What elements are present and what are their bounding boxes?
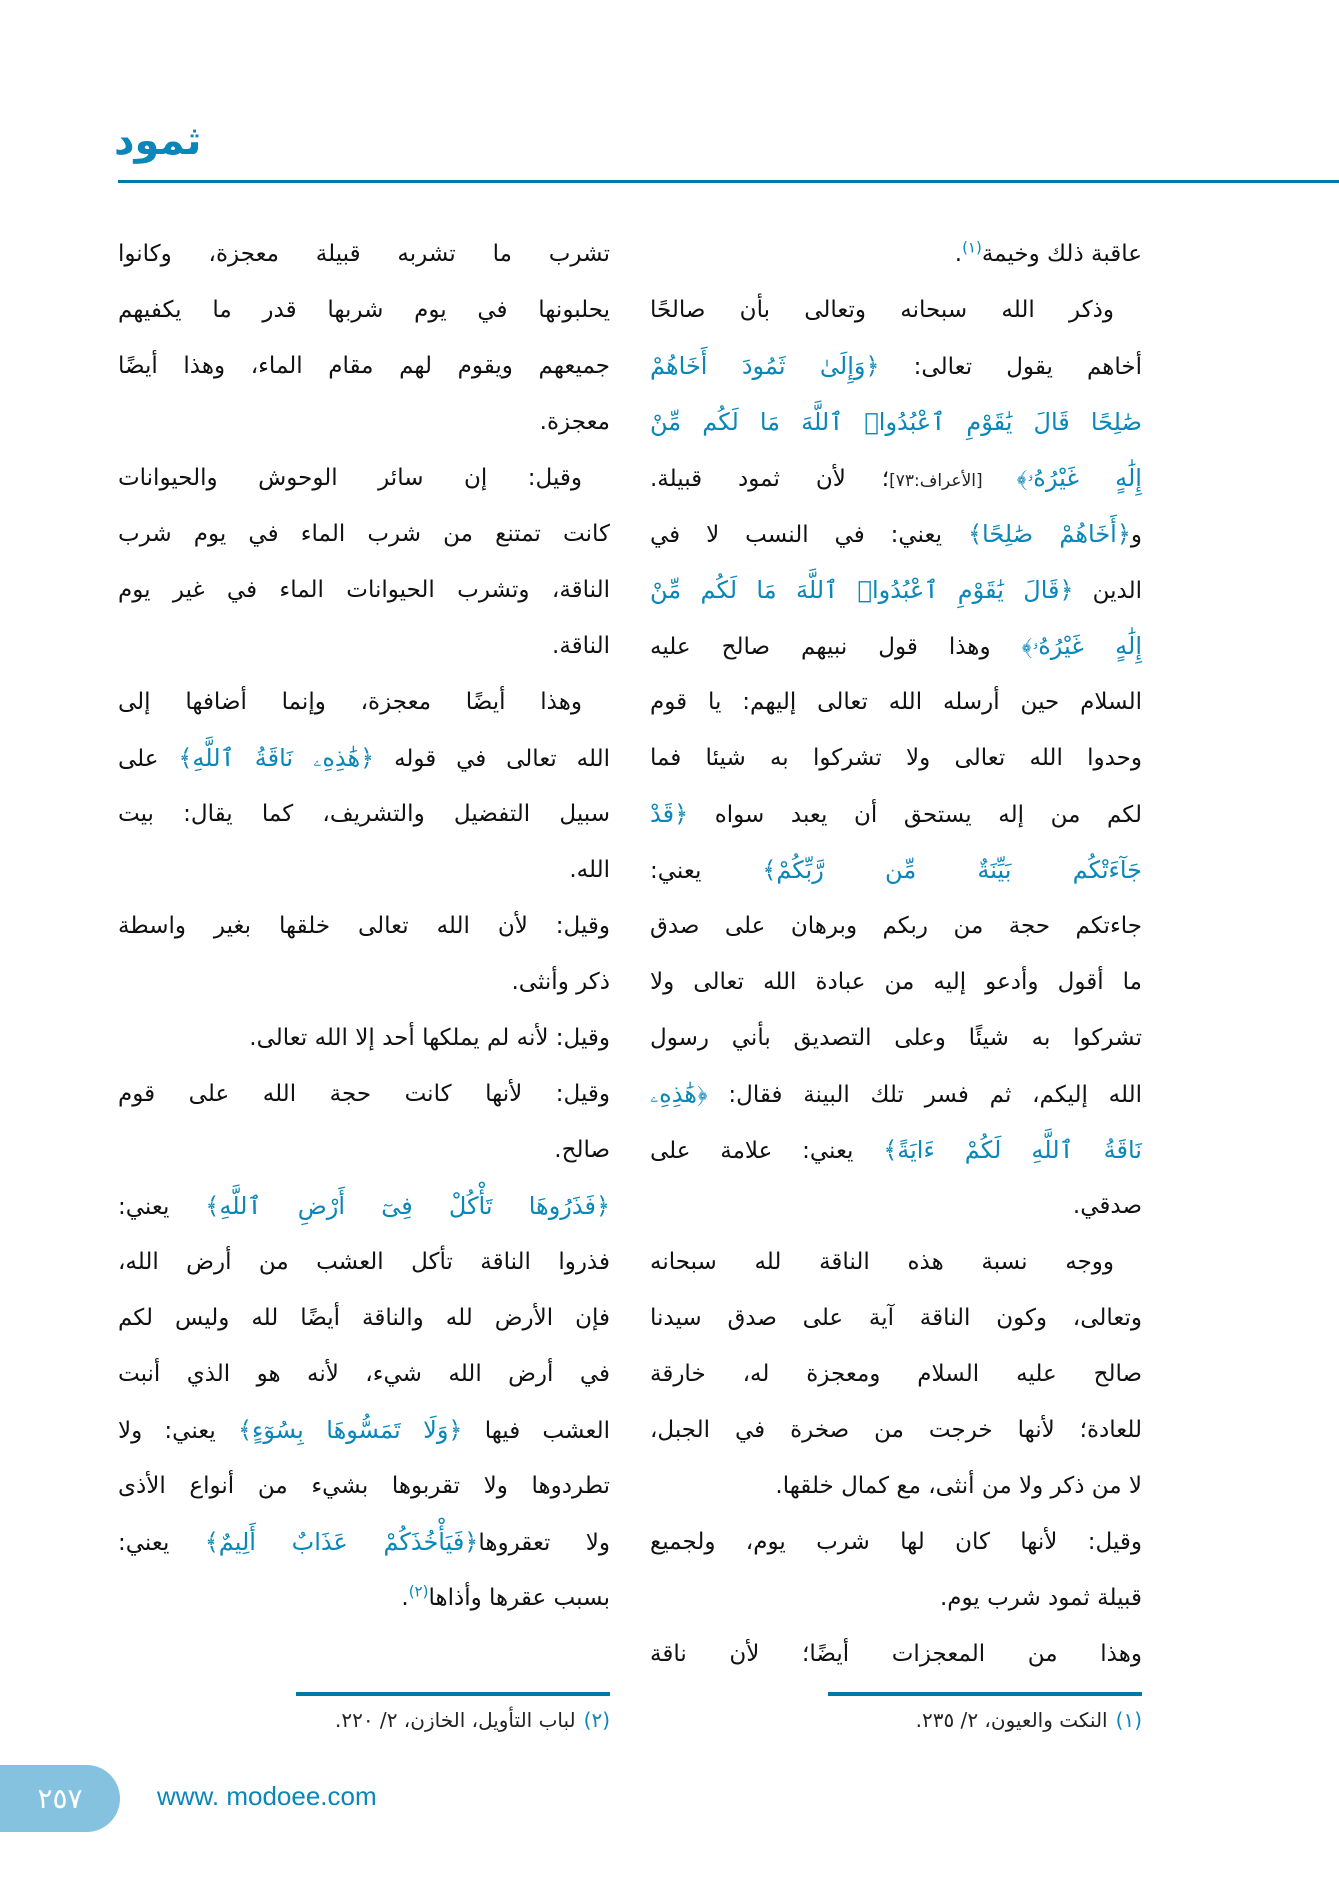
text-line <box>650 1290 1142 1346</box>
text-line <box>650 394 1142 450</box>
website-link[interactable]: www. modoee.com <box>157 1781 377 1811</box>
body-text: الناقة، وتشرب الحيوانات الماء في غير يوم <box>118 577 610 603</box>
text-line <box>650 786 1142 842</box>
body-text: صالح عليه السلام ومعجزة له، خارقة <box>650 1361 1142 1387</box>
body-text: . <box>401 1585 409 1611</box>
body-text: جميعهم ويقوم لهم مقام الماء، وهذا أيضًا <box>118 353 610 379</box>
text-line <box>118 1178 610 1234</box>
text-line <box>118 1458 610 1514</box>
quran-verse: ﴿وَإِلَىٰ ثَمُودَ أَخَاهُمْ <box>650 352 880 380</box>
body-text: لا من ذكر ولا من أنثى، مع كمال خلقها. <box>775 1473 1142 1499</box>
text-line <box>118 674 610 730</box>
footnote-rule-1 <box>828 1692 1142 1696</box>
body-text: وتعالى، وكون الناقة آية على صدق سيدنا <box>650 1305 1142 1331</box>
body-text: ؛ لأن ثمود قبيلة. <box>650 466 890 492</box>
text-line <box>650 1458 1142 1514</box>
body-text: و <box>1130 522 1142 548</box>
body-text: وقيل: لأنه لم يملكها أحد إلا الله تعالى. <box>249 1025 610 1051</box>
body-text: وذكر الله سبحانه وتعالى بأن صالحًا <box>650 297 1114 323</box>
body-text: الدين <box>1073 578 1142 604</box>
text-line <box>118 1514 610 1570</box>
text-line <box>118 1234 610 1290</box>
text-line <box>650 282 1142 338</box>
text-line <box>650 1346 1142 1402</box>
footnote-text: النكت والعيون، ٢/ ٢٣٥. <box>915 1708 1108 1732</box>
right-column <box>650 226 1142 1682</box>
text-line <box>118 842 610 898</box>
text-line <box>118 898 610 954</box>
text-line <box>118 394 610 450</box>
text-line <box>650 1234 1142 1290</box>
text-line <box>118 1010 610 1066</box>
text-line <box>118 450 610 506</box>
text-line <box>650 1402 1142 1458</box>
body-text: الله تعالى في قوله <box>374 746 610 772</box>
body-text: للعادة؛ لأنها خرجت من صخرة في الجبل، <box>650 1417 1142 1443</box>
body-text: تشرب ما تشربه قبيلة معجزة، وكانوا <box>118 241 610 267</box>
text-line <box>118 730 610 786</box>
body-text: الناقة. <box>552 633 610 659</box>
verse-reference: [الأعراف:٧٣] <box>889 471 1017 491</box>
text-line <box>650 562 1142 618</box>
quran-verse: ﴿هَٰذِهِۦ <box>650 1080 708 1108</box>
body-text: الله. <box>569 857 610 883</box>
body-text: سبيل التفضيل والتشريف، كما يقال: بيت <box>118 801 610 827</box>
quran-verse: ﴿فَيَأْخُذَكُمْ عَذَابٌ أَلِيمٌ﴾ <box>204 1528 479 1556</box>
text-line <box>650 226 1142 282</box>
header-rule <box>118 180 1339 183</box>
body-text: فإن الأرض لله والناقة أيضًا لله وليس لكم <box>118 1305 610 1331</box>
text-line <box>118 1346 610 1402</box>
text-line <box>650 954 1142 1010</box>
body-text: وهذا من المعجزات أيضًا؛ لأن ناقة <box>650 1641 1142 1667</box>
quran-verse: إِلَٰهٍ غَيْرُهُۥ﴾ <box>1016 464 1142 492</box>
body-text: . <box>954 241 963 267</box>
text-line <box>118 1402 610 1458</box>
body-text: الله إليكم، ثم فسر تلك البينة فقال: <box>707 1082 1142 1108</box>
text-line <box>118 954 610 1010</box>
body-text: ووجه نسبة هذه الناقة لله سبحانه <box>650 1249 1114 1275</box>
text-line <box>118 282 610 338</box>
quran-verse: ﴿قَالَ يَٰقَوْمِ ٱعْبُدُوا۟ ٱللَّهَ مَا لَكُم مِّنْ <box>650 576 1074 604</box>
body-text: يعني: <box>118 1194 206 1220</box>
body-text: على <box>118 746 179 772</box>
text-line <box>650 1178 1142 1234</box>
text-line <box>650 506 1142 562</box>
body-text: يعني: ولا <box>118 1418 238 1444</box>
body-text: صالح. <box>554 1137 610 1163</box>
footnote-text: لباب التأويل، الخازن، ٢/ ٢٢٠. <box>334 1708 576 1732</box>
body-text: بسبب عقرها وأذاها <box>428 1585 610 1611</box>
body-text: العشب فيها <box>462 1418 611 1444</box>
text-line <box>650 1066 1142 1122</box>
quran-verse: ﴿وَلَا تَمَسُّوهَا بِسُوٓءٍ﴾ <box>237 1416 463 1444</box>
body-text: في أرض الله شيء، لأنه هو الذي أنبت <box>118 1361 610 1387</box>
body-text: وقيل: إن سائر الوحوش والحيوانات <box>118 465 582 491</box>
text-line <box>118 1122 610 1178</box>
body-text: يحلبونها في يوم شربها قدر ما يكفيهم <box>118 297 610 323</box>
text-line <box>650 730 1142 786</box>
footnote-1 <box>916 1708 1142 1732</box>
text-line <box>650 1122 1142 1178</box>
body-text: السلام حين أرسله الله تعالى إليهم: يا قوم <box>650 689 1142 715</box>
footnote-rule-2 <box>296 1692 610 1696</box>
footnote-marker: (٢) <box>408 1582 429 1601</box>
text-line <box>118 1570 610 1626</box>
body-text: جاءتكم حجة من ربكم وبرهان على صدق <box>650 913 1142 939</box>
chapter-title: ثمود <box>114 118 202 164</box>
body-text: كانت تمتنع من شرب الماء في يوم شرب <box>118 521 610 547</box>
body-text: صدقي. <box>1072 1193 1142 1219</box>
quran-verse: إِلَٰهٍ غَيْرُهُۥ﴾ <box>1021 632 1142 660</box>
body-text: يعني: <box>650 858 763 884</box>
body-text: يعني: في النسب لا في <box>650 522 968 548</box>
text-line <box>650 618 1142 674</box>
body-text: ولا تعقروها <box>478 1530 610 1556</box>
text-line <box>118 506 610 562</box>
body-text: ما أقول وأدعو إليه من عبادة الله تعالى ولا <box>650 969 1142 995</box>
body-text: قبيلة ثمود شرب يوم. <box>939 1585 1142 1611</box>
body-text: يعني: علامة على <box>650 1138 884 1164</box>
text-line <box>118 1290 610 1346</box>
body-text: تطردوها ولا تقربوها بشيء من أنواع الأذى <box>118 1473 610 1499</box>
body-text: وهذا أيضًا معجزة، وإنما أضافها إلى <box>118 689 582 715</box>
footnote-2 <box>335 1708 610 1732</box>
text-line <box>118 226 610 282</box>
body-text: وقيل: لأنها كانت حجة الله على قوم <box>118 1081 610 1107</box>
body-text: لكم من إله يستحق أن يعبد سواه <box>688 802 1142 828</box>
quran-verse: صَٰلِحًا قَالَ يَٰقَوْمِ ٱعْبُدُوا۟ ٱللَّهَ مَا لَكُم مِّنْ <box>650 408 1142 436</box>
text-line <box>650 450 1142 506</box>
text-line <box>650 1626 1142 1682</box>
quran-verse: ﴿فَذَرُوهَا تَأْكُلْ فِىٓ أَرْضِ ٱللَّهِ﴾ <box>205 1192 611 1220</box>
body-text: وحدوا الله تعالى ولا تشركوا به شيئا فما <box>650 745 1142 771</box>
text-line <box>650 338 1142 394</box>
quran-verse: ﴿أَخَاهُمْ صَٰلِحًا﴾ <box>967 520 1131 548</box>
body-text: وقيل: لأنها كان لها شرب يوم، ولجميع <box>650 1529 1142 1555</box>
body-text: عاقبة ذلك وخيمة <box>981 241 1142 267</box>
text-line <box>650 842 1142 898</box>
body-text: وهذا قول نبيهم صالح عليه <box>650 634 1022 660</box>
text-line <box>118 786 610 842</box>
body-text: معجزة. <box>539 409 610 435</box>
text-line <box>650 1010 1142 1066</box>
text-line <box>118 1066 610 1122</box>
quran-verse: ﴿هَٰذِهِۦ نَاقَةُ ٱللَّهِ﴾ <box>178 744 375 772</box>
page-number-badge: ٢٥٧ <box>0 1765 120 1832</box>
text-line <box>650 898 1142 954</box>
text-line <box>118 562 610 618</box>
quran-verse: نَاقَةُ ٱللَّهِ لَكُمْ ءَايَةً﴾ <box>883 1136 1142 1164</box>
body-text: تشركوا به شيئًا وعلى التصديق بأني رسول <box>650 1025 1142 1051</box>
body-text: وقيل: لأن الله تعالى خلقها بغير واسطة <box>118 913 610 939</box>
quran-verse: ﴿قَدْ <box>650 800 689 828</box>
text-line <box>118 618 610 674</box>
body-text: أخاهم يقول تعالى: <box>879 354 1143 380</box>
footnote-marker: (١) <box>962 238 982 257</box>
left-column <box>118 226 610 1626</box>
quran-verse: جَآءَتْكُم بَيِّنَةٌ مِّن رَّبِّكُمْ﴾ <box>762 856 1142 884</box>
text-line <box>650 1514 1142 1570</box>
text-line <box>650 1570 1142 1626</box>
body-text: ذكر وأنثى. <box>511 969 610 995</box>
text-line <box>118 338 610 394</box>
footnote-number: (٢) <box>583 1708 610 1732</box>
body-text: فذروا الناقة تأكل العشب من أرض الله، <box>118 1249 610 1275</box>
footnote-number: (١) <box>1115 1708 1142 1732</box>
body-text: يعني: <box>118 1530 205 1556</box>
text-line <box>650 674 1142 730</box>
